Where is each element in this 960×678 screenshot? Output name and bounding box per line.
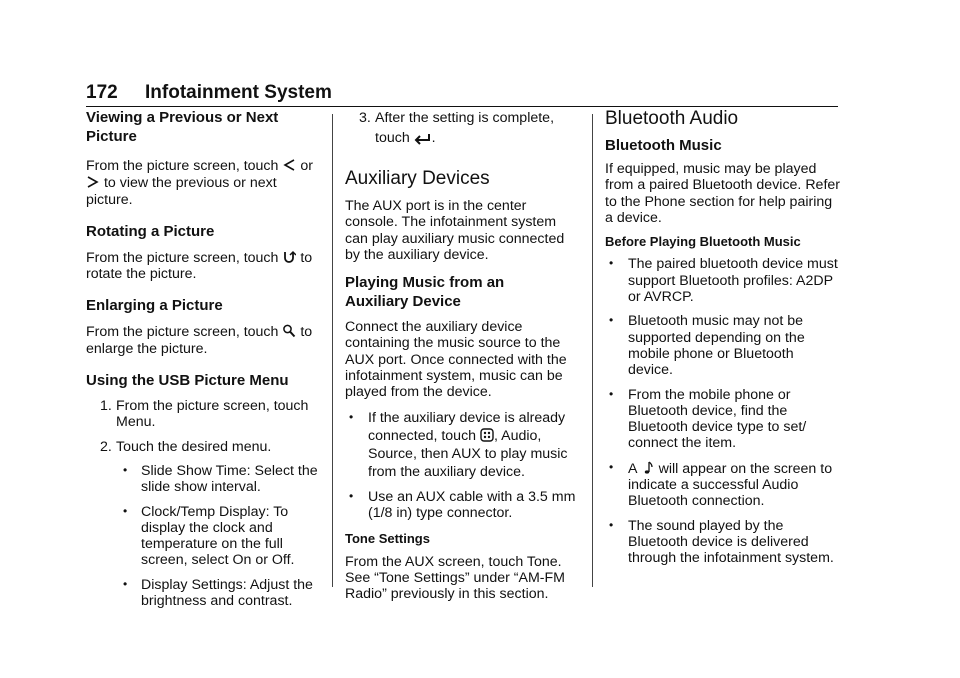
- heading-bluetooth-music: Bluetooth Music: [605, 137, 722, 154]
- paragraph-tone: From the AUX screen, touch Tone. See “Tone Settings” under “AM-FM Radio” previously in this section.: [345, 553, 565, 603]
- list-item: • Display Settings: Adjust the brightness and contrast.: [123, 576, 313, 610]
- section-title: Infotainment System: [145, 82, 332, 103]
- column-divider: [332, 114, 333, 587]
- back-icon: [414, 129, 432, 145]
- heading-enlarging-picture: Enlarging a Picture: [86, 297, 223, 315]
- heading-playing-music: Playing Music from an Auxiliary Device: [345, 274, 505, 311]
- subheading-before-playing: Before Playing Bluetooth Music: [605, 234, 801, 250]
- page-number: 172: [86, 82, 118, 103]
- list-item: • Bluetooth music may not be supported depending on the mobile phone or Bluetooth device.: [609, 313, 805, 379]
- paragraph-aux: The AUX port is in the center console. The infotainment system can play auxiliary music connected by the auxiliary device.: [345, 198, 565, 263]
- heading-viewing-picture: Viewing a Previous or Next Picture: [86, 109, 279, 145]
- subheading-tone-settings: Tone Settings: [345, 531, 430, 547]
- heading-auxiliary-devices: Auxiliary Devices: [345, 168, 490, 189]
- page-header: [86, 82, 838, 107]
- list-item: • If the auxiliary device is already connected, touch , Audio, Source, then AUX to play music from the auxiliary device.: [349, 409, 568, 480]
- heading-rotating-picture: Rotating a Picture: [86, 222, 215, 240]
- list-item: • Use an AUX cable with a 3.5 mm (1/8 in) type connector.: [349, 488, 576, 521]
- paragraph-viewing: From the picture screen, touch or to view the previous or next picture.: [86, 158, 313, 208]
- column-1: [86, 108, 320, 609]
- list-item: • The sound played by the Bluetooth device is delivered through the infotainment system.: [609, 517, 834, 567]
- heading-usb-picture-menu: Using the USB Picture Menu: [86, 372, 289, 390]
- rotate-icon: [282, 249, 296, 265]
- paragraph-enlarging: From the picture screen, touch to enlarge the picture.: [86, 324, 313, 357]
- list-item: 1. From the picture screen, touch Menu.: [100, 398, 309, 431]
- list-item: • Slide Show Time: Select the slide show interval.: [123, 462, 318, 496]
- list-item: • From the mobile phone or Bluetooth device, find the Bluetooth device type to set/ connect the item.: [609, 386, 807, 452]
- list-item: • A will appear on the screen to indicate a successful Audio Bluetooth connection.: [609, 459, 833, 510]
- list-item: • The paired bluetooth device must support Bluetooth profiles: A2DP or AVRCP.: [609, 256, 838, 306]
- paragraph-playing: Connect the auxiliary device containing the music source to the AUX port. Once connected with the infotainment system, music can be played from the device.: [345, 319, 567, 401]
- zoom-icon: [282, 323, 296, 339]
- list-item: • Clock/Temp Display: To display the clock and temperature on the full screen, select On or Off.: [123, 503, 295, 569]
- next-icon: [86, 174, 100, 190]
- paragraph-rotating: From the picture screen, touch to rotate the picture.: [86, 249, 313, 283]
- music-note-icon: [641, 460, 655, 476]
- column-2: [345, 108, 581, 602]
- list-item: 2. Touch the desired menu.: [100, 438, 272, 455]
- heading-bluetooth-audio: Bluetooth Audio: [605, 108, 739, 129]
- home-grid-icon: [480, 427, 494, 443]
- paragraph-bluetooth: If equipped, music may be played from a paired Bluetooth device. Refer to the Phone section for help pairing a device.: [605, 161, 841, 226]
- previous-icon: [282, 157, 296, 173]
- column-divider: [592, 114, 593, 587]
- column-3: [605, 108, 841, 567]
- list-item: 3. After the setting is complete, touch .: [359, 110, 555, 146]
